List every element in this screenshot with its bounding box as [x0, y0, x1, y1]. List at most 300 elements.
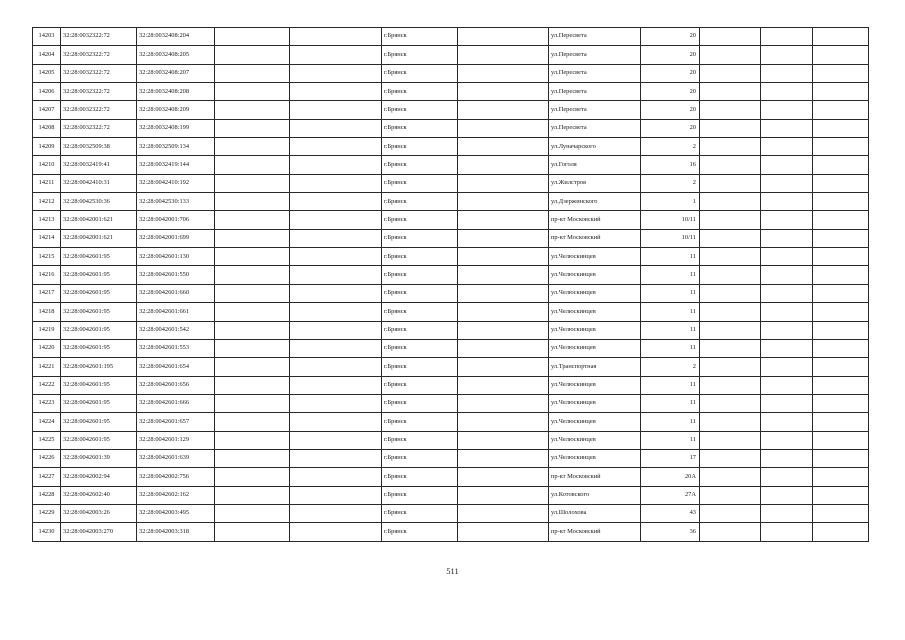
blank-cell-cell: [761, 64, 813, 82]
city-cell: г.Брянск: [382, 248, 458, 266]
house-number-cell: 20: [641, 46, 700, 64]
street-cell: ул.Жилстроя: [549, 174, 641, 192]
blank-cell-cell: [700, 266, 761, 284]
blank-cell-cell: [290, 449, 382, 467]
blank-cell-cell: [700, 449, 761, 467]
house-number-cell: 20: [641, 64, 700, 82]
blank-cell-cell: [458, 321, 549, 339]
blank-cell-cell: [761, 101, 813, 119]
street-cell: ул.Челюскинцев: [549, 321, 641, 339]
parent-cadastral-number-cell: 32:28:0042001:621: [61, 229, 137, 247]
blank-cell-cell: [813, 284, 869, 302]
page-number: 511: [446, 566, 459, 576]
house-number-cell: 11: [641, 431, 700, 449]
blank-cell-cell: [290, 101, 382, 119]
blank-cell-cell: [215, 303, 290, 321]
cadastral-number-cell: 32:28:0042601:553: [137, 339, 215, 357]
cadastral-number-cell: 32:28:0042601:666: [137, 394, 215, 412]
blank-cell-cell: [458, 504, 549, 522]
blank-cell-cell: [458, 174, 549, 192]
blank-cell-cell: [761, 156, 813, 174]
city-cell: г.Брянск: [382, 138, 458, 156]
table-row: [33, 413, 869, 431]
house-number-cell: 11: [641, 284, 700, 302]
parent-cadastral-number-cell: 32:28:0042601:95: [61, 431, 137, 449]
house-number-cell: 11: [641, 321, 700, 339]
cadastral-number-cell: 32:28:0032419:144: [137, 156, 215, 174]
blank-cell-cell: [290, 431, 382, 449]
city-cell: г.Брянск: [382, 394, 458, 412]
blank-cell-cell: [215, 449, 290, 467]
city-cell: г.Брянск: [382, 339, 458, 357]
blank-cell-cell: [813, 28, 869, 46]
blank-cell-cell: [813, 211, 869, 229]
blank-cell-cell: [290, 468, 382, 486]
blank-cell-cell: [700, 83, 761, 101]
row-number-cell: 14229: [33, 504, 61, 522]
blank-cell-cell: [458, 119, 549, 137]
table-row: [33, 101, 869, 119]
blank-cell-cell: [761, 431, 813, 449]
blank-cell-cell: [700, 431, 761, 449]
blank-cell-cell: [761, 174, 813, 192]
blank-cell-cell: [290, 504, 382, 522]
parent-cadastral-number-cell: 32:28:0042530:36: [61, 193, 137, 211]
street-cell: ул.Луначарского: [549, 138, 641, 156]
row-number-cell: 14215: [33, 248, 61, 266]
blank-cell-cell: [458, 431, 549, 449]
blank-cell-cell: [700, 468, 761, 486]
row-number-cell: 14222: [33, 376, 61, 394]
blank-cell-cell: [700, 321, 761, 339]
blank-cell-cell: [290, 211, 382, 229]
row-number-cell: 14224: [33, 413, 61, 431]
city-cell: г.Брянск: [382, 211, 458, 229]
blank-cell-cell: [458, 303, 549, 321]
house-number-cell: 36: [641, 523, 700, 541]
city-cell: г.Брянск: [382, 321, 458, 339]
street-cell: ул.Челюскинцев: [549, 284, 641, 302]
blank-cell-cell: [813, 174, 869, 192]
blank-cell-cell: [215, 64, 290, 82]
blank-cell-cell: [458, 101, 549, 119]
blank-cell-cell: [290, 321, 382, 339]
blank-cell-cell: [700, 46, 761, 64]
blank-cell-cell: [458, 413, 549, 431]
blank-cell-cell: [215, 486, 290, 504]
table-row: [33, 284, 869, 302]
blank-cell-cell: [215, 339, 290, 357]
blank-cell-cell: [215, 83, 290, 101]
blank-cell-cell: [700, 229, 761, 247]
blank-cell-cell: [458, 28, 549, 46]
cadastral-number-cell: 32:28:0042601:542: [137, 321, 215, 339]
blank-cell-cell: [215, 174, 290, 192]
blank-cell-cell: [761, 321, 813, 339]
blank-cell-cell: [700, 486, 761, 504]
blank-cell-cell: [458, 138, 549, 156]
blank-cell-cell: [761, 504, 813, 522]
parent-cadastral-number-cell: 32:28:0032509:38: [61, 138, 137, 156]
table-row: [33, 248, 869, 266]
row-number-cell: 14230: [33, 523, 61, 541]
blank-cell-cell: [290, 376, 382, 394]
blank-cell-cell: [813, 64, 869, 82]
blank-cell-cell: [215, 321, 290, 339]
city-cell: г.Брянск: [382, 303, 458, 321]
row-number-cell: 14220: [33, 339, 61, 357]
blank-cell-cell: [215, 119, 290, 137]
parent-cadastral-number-cell: 32:28:0042601:95: [61, 321, 137, 339]
blank-cell-cell: [458, 468, 549, 486]
blank-cell-cell: [215, 156, 290, 174]
table-row: [33, 339, 869, 357]
blank-cell-cell: [700, 248, 761, 266]
house-number-cell: 11: [641, 413, 700, 431]
row-number-cell: 14207: [33, 101, 61, 119]
row-number-cell: 14212: [33, 193, 61, 211]
cadastral-number-cell: 32:28:0042601:129: [137, 431, 215, 449]
blank-cell-cell: [700, 211, 761, 229]
blank-cell-cell: [761, 303, 813, 321]
parent-cadastral-number-cell: 32:28:0042601:95: [61, 248, 137, 266]
blank-cell-cell: [813, 83, 869, 101]
table-row: [33, 394, 869, 412]
house-number-cell: 2: [641, 358, 700, 376]
table-row: [33, 303, 869, 321]
row-number-cell: 14227: [33, 468, 61, 486]
house-number-cell: 11: [641, 303, 700, 321]
row-number-cell: 14211: [33, 174, 61, 192]
house-number-cell: 2: [641, 174, 700, 192]
table-row: [33, 156, 869, 174]
house-number-cell: 11: [641, 248, 700, 266]
blank-cell-cell: [813, 523, 869, 541]
parent-cadastral-number-cell: 32:28:0042601:95: [61, 266, 137, 284]
street-cell: ул.Челюскинцев: [549, 376, 641, 394]
blank-cell-cell: [813, 138, 869, 156]
row-number-cell: 14216: [33, 266, 61, 284]
blank-cell-cell: [813, 321, 869, 339]
cadastral-number-cell: 32:28:0042601:661: [137, 303, 215, 321]
blank-cell-cell: [813, 303, 869, 321]
blank-cell-cell: [215, 211, 290, 229]
blank-cell-cell: [813, 248, 869, 266]
blank-cell-cell: [215, 523, 290, 541]
cadastral-number-cell: 32:28:0032408:208: [137, 83, 215, 101]
table-row: [33, 504, 869, 522]
house-number-cell: 20: [641, 83, 700, 101]
blank-cell-cell: [700, 303, 761, 321]
parent-cadastral-number-cell: 32:28:0042601:95: [61, 303, 137, 321]
blank-cell-cell: [458, 211, 549, 229]
city-cell: г.Брянск: [382, 449, 458, 467]
row-number-cell: 14208: [33, 119, 61, 137]
blank-cell-cell: [761, 468, 813, 486]
table-row: [33, 83, 869, 101]
blank-cell-cell: [813, 101, 869, 119]
table-row: [33, 431, 869, 449]
parent-cadastral-number-cell: 32:28:0042601:95: [61, 413, 137, 431]
blank-cell-cell: [290, 28, 382, 46]
row-number-cell: 14213: [33, 211, 61, 229]
house-number-cell: 20: [641, 119, 700, 137]
blank-cell-cell: [700, 376, 761, 394]
parent-cadastral-number-cell: 32:28:0042601:95: [61, 394, 137, 412]
blank-cell-cell: [761, 284, 813, 302]
street-cell: пр-кт Московский: [549, 468, 641, 486]
blank-cell-cell: [458, 486, 549, 504]
cadastral-number-cell: 32:28:0042003:495: [137, 504, 215, 522]
city-cell: г.Брянск: [382, 101, 458, 119]
blank-cell-cell: [761, 376, 813, 394]
street-cell: ул.Пересвета: [549, 83, 641, 101]
blank-cell-cell: [290, 174, 382, 192]
blank-cell-cell: [813, 449, 869, 467]
street-cell: ул.Челюскинцев: [549, 431, 641, 449]
table-row: [33, 376, 869, 394]
blank-cell-cell: [458, 64, 549, 82]
blank-cell-cell: [458, 193, 549, 211]
house-number-cell: 2: [641, 138, 700, 156]
blank-cell-cell: [761, 193, 813, 211]
house-number-cell: 20А: [641, 468, 700, 486]
blank-cell-cell: [215, 101, 290, 119]
street-cell: ул.Дзержинского: [549, 193, 641, 211]
table-row: [33, 321, 869, 339]
blank-cell-cell: [761, 28, 813, 46]
blank-cell-cell: [215, 266, 290, 284]
cadastral-number-cell: 32:28:0042530:133: [137, 193, 215, 211]
cadastral-number-cell: 32:28:0042410:192: [137, 174, 215, 192]
blank-cell-cell: [290, 193, 382, 211]
blank-cell-cell: [290, 64, 382, 82]
blank-cell-cell: [813, 413, 869, 431]
blank-cell-cell: [700, 101, 761, 119]
blank-cell-cell: [215, 376, 290, 394]
house-number-cell: 27А: [641, 486, 700, 504]
city-cell: г.Брянск: [382, 523, 458, 541]
blank-cell-cell: [761, 229, 813, 247]
cadastral-number-cell: 32:28:0042601:660: [137, 284, 215, 302]
city-cell: г.Брянск: [382, 486, 458, 504]
blank-cell-cell: [761, 46, 813, 64]
street-cell: ул.Шолохова: [549, 504, 641, 522]
blank-cell-cell: [458, 83, 549, 101]
blank-cell-cell: [761, 211, 813, 229]
street-cell: ул.Гоголя: [549, 156, 641, 174]
blank-cell-cell: [215, 46, 290, 64]
street-cell: ул.Транспортная: [549, 358, 641, 376]
city-cell: г.Брянск: [382, 174, 458, 192]
parent-cadastral-number-cell: 32:28:0042001:621: [61, 211, 137, 229]
parent-cadastral-number-cell: 32:28:0032419:41: [61, 156, 137, 174]
blank-cell-cell: [215, 431, 290, 449]
blank-cell-cell: [290, 303, 382, 321]
parent-cadastral-number-cell: 32:28:0032322:72: [61, 83, 137, 101]
blank-cell-cell: [290, 248, 382, 266]
blank-cell-cell: [700, 138, 761, 156]
blank-cell-cell: [290, 486, 382, 504]
blank-cell-cell: [813, 504, 869, 522]
blank-cell-cell: [215, 358, 290, 376]
register-table-body: [33, 28, 869, 542]
blank-cell-cell: [215, 504, 290, 522]
blank-cell-cell: [761, 523, 813, 541]
blank-cell-cell: [458, 248, 549, 266]
row-number-cell: 14214: [33, 229, 61, 247]
city-cell: г.Брянск: [382, 431, 458, 449]
parent-cadastral-number-cell: 32:28:0032322:72: [61, 46, 137, 64]
cadastral-number-cell: 32:28:0042601:639: [137, 449, 215, 467]
blank-cell-cell: [761, 119, 813, 137]
cadastral-number-cell: 32:28:0042601:130: [137, 248, 215, 266]
cadastral-number-cell: 32:28:0042601:656: [137, 376, 215, 394]
table-row: [33, 138, 869, 156]
house-number-cell: 11: [641, 394, 700, 412]
blank-cell-cell: [290, 339, 382, 357]
street-cell: пр-кт Московский: [549, 523, 641, 541]
blank-cell-cell: [290, 413, 382, 431]
house-number-cell: 17: [641, 449, 700, 467]
blank-cell-cell: [700, 119, 761, 137]
row-number-cell: 14226: [33, 449, 61, 467]
street-cell: ул.Пересвета: [549, 119, 641, 137]
blank-cell-cell: [813, 229, 869, 247]
blank-cell-cell: [761, 394, 813, 412]
table-row: [33, 193, 869, 211]
blank-cell-cell: [290, 83, 382, 101]
city-cell: г.Брянск: [382, 376, 458, 394]
house-number-cell: 20: [641, 101, 700, 119]
blank-cell-cell: [290, 523, 382, 541]
house-number-cell: 11: [641, 376, 700, 394]
blank-cell-cell: [290, 394, 382, 412]
row-number-cell: 14221: [33, 358, 61, 376]
blank-cell-cell: [700, 523, 761, 541]
row-number-cell: 14219: [33, 321, 61, 339]
register-table: [32, 27, 869, 542]
cadastral-number-cell: 32:28:0042601:657: [137, 413, 215, 431]
house-number-cell: 1: [641, 193, 700, 211]
blank-cell-cell: [215, 28, 290, 46]
blank-cell-cell: [813, 468, 869, 486]
parent-cadastral-number-cell: 32:28:0042002:94: [61, 468, 137, 486]
blank-cell-cell: [700, 358, 761, 376]
house-number-cell: 20: [641, 28, 700, 46]
blank-cell-cell: [458, 376, 549, 394]
blank-cell-cell: [215, 468, 290, 486]
street-cell: ул.Челюскинцев: [549, 394, 641, 412]
parent-cadastral-number-cell: 32:28:0042003:270: [61, 523, 137, 541]
blank-cell-cell: [458, 284, 549, 302]
cadastral-number-cell: 32:28:0042602:162: [137, 486, 215, 504]
blank-cell-cell: [761, 266, 813, 284]
cadastral-number-cell: 32:28:0042601:550: [137, 266, 215, 284]
parent-cadastral-number-cell: 32:28:0042003:26: [61, 504, 137, 522]
row-number-cell: 14209: [33, 138, 61, 156]
blank-cell-cell: [215, 394, 290, 412]
cadastral-number-cell: 32:28:0042001:706: [137, 211, 215, 229]
parent-cadastral-number-cell: 32:28:0032322:72: [61, 101, 137, 119]
parent-cadastral-number-cell: 32:28:0042601:95: [61, 284, 137, 302]
blank-cell-cell: [458, 266, 549, 284]
city-cell: г.Брянск: [382, 28, 458, 46]
blank-cell-cell: [813, 46, 869, 64]
parent-cadastral-number-cell: 32:28:0042601:195: [61, 358, 137, 376]
table-row: [33, 64, 869, 82]
street-cell: ул.Пересвета: [549, 64, 641, 82]
blank-cell-cell: [700, 156, 761, 174]
parent-cadastral-number-cell: 32:28:0032322:72: [61, 119, 137, 137]
blank-cell-cell: [813, 376, 869, 394]
blank-cell-cell: [458, 156, 549, 174]
house-number-cell: 11: [641, 266, 700, 284]
street-cell: ул.Челюскинцев: [549, 449, 641, 467]
blank-cell-cell: [761, 486, 813, 504]
street-cell: пр-кт Московский: [549, 229, 641, 247]
house-number-cell: 43: [641, 504, 700, 522]
street-cell: ул.Пересвета: [549, 28, 641, 46]
blank-cell-cell: [290, 138, 382, 156]
blank-cell-cell: [761, 339, 813, 357]
blank-cell-cell: [813, 193, 869, 211]
street-cell: ул.Челюскинцев: [549, 413, 641, 431]
table-row: [33, 266, 869, 284]
cadastral-number-cell: 32:28:0032408:205: [137, 46, 215, 64]
table-row: [33, 229, 869, 247]
blank-cell-cell: [813, 339, 869, 357]
blank-cell-cell: [813, 394, 869, 412]
city-cell: г.Брянск: [382, 468, 458, 486]
cadastral-number-cell: 32:28:0042002:756: [137, 468, 215, 486]
street-cell: ул.Челюскинцев: [549, 266, 641, 284]
blank-cell-cell: [215, 193, 290, 211]
table-row: [33, 358, 869, 376]
city-cell: г.Брянск: [382, 156, 458, 174]
parent-cadastral-number-cell: 32:28:0032322:72: [61, 64, 137, 82]
blank-cell-cell: [290, 119, 382, 137]
table-row: [33, 211, 869, 229]
blank-cell-cell: [290, 156, 382, 174]
cadastral-number-cell: 32:28:0032408:207: [137, 64, 215, 82]
table-row: [33, 468, 869, 486]
city-cell: г.Брянск: [382, 229, 458, 247]
parent-cadastral-number-cell: 32:28:0042602:40: [61, 486, 137, 504]
parent-cadastral-number-cell: 32:28:0032322:72: [61, 28, 137, 46]
house-number-cell: 10/11: [641, 211, 700, 229]
street-cell: ул.Котовского: [549, 486, 641, 504]
blank-cell-cell: [458, 46, 549, 64]
parent-cadastral-number-cell: 32:28:0042601:95: [61, 339, 137, 357]
blank-cell-cell: [215, 248, 290, 266]
blank-cell-cell: [290, 358, 382, 376]
parent-cadastral-number-cell: 32:28:0042410:31: [61, 174, 137, 192]
row-number-cell: 14217: [33, 284, 61, 302]
city-cell: г.Брянск: [382, 119, 458, 137]
blank-cell-cell: [458, 523, 549, 541]
street-cell: ул.Челюскинцев: [549, 303, 641, 321]
blank-cell-cell: [458, 394, 549, 412]
city-cell: г.Брянск: [382, 504, 458, 522]
row-number-cell: 14225: [33, 431, 61, 449]
blank-cell-cell: [700, 284, 761, 302]
table-row: [33, 28, 869, 46]
cadastral-number-cell: 32:28:0042003:318: [137, 523, 215, 541]
row-number-cell: 14218: [33, 303, 61, 321]
city-cell: г.Брянск: [382, 193, 458, 211]
street-cell: ул.Челюскинцев: [549, 248, 641, 266]
